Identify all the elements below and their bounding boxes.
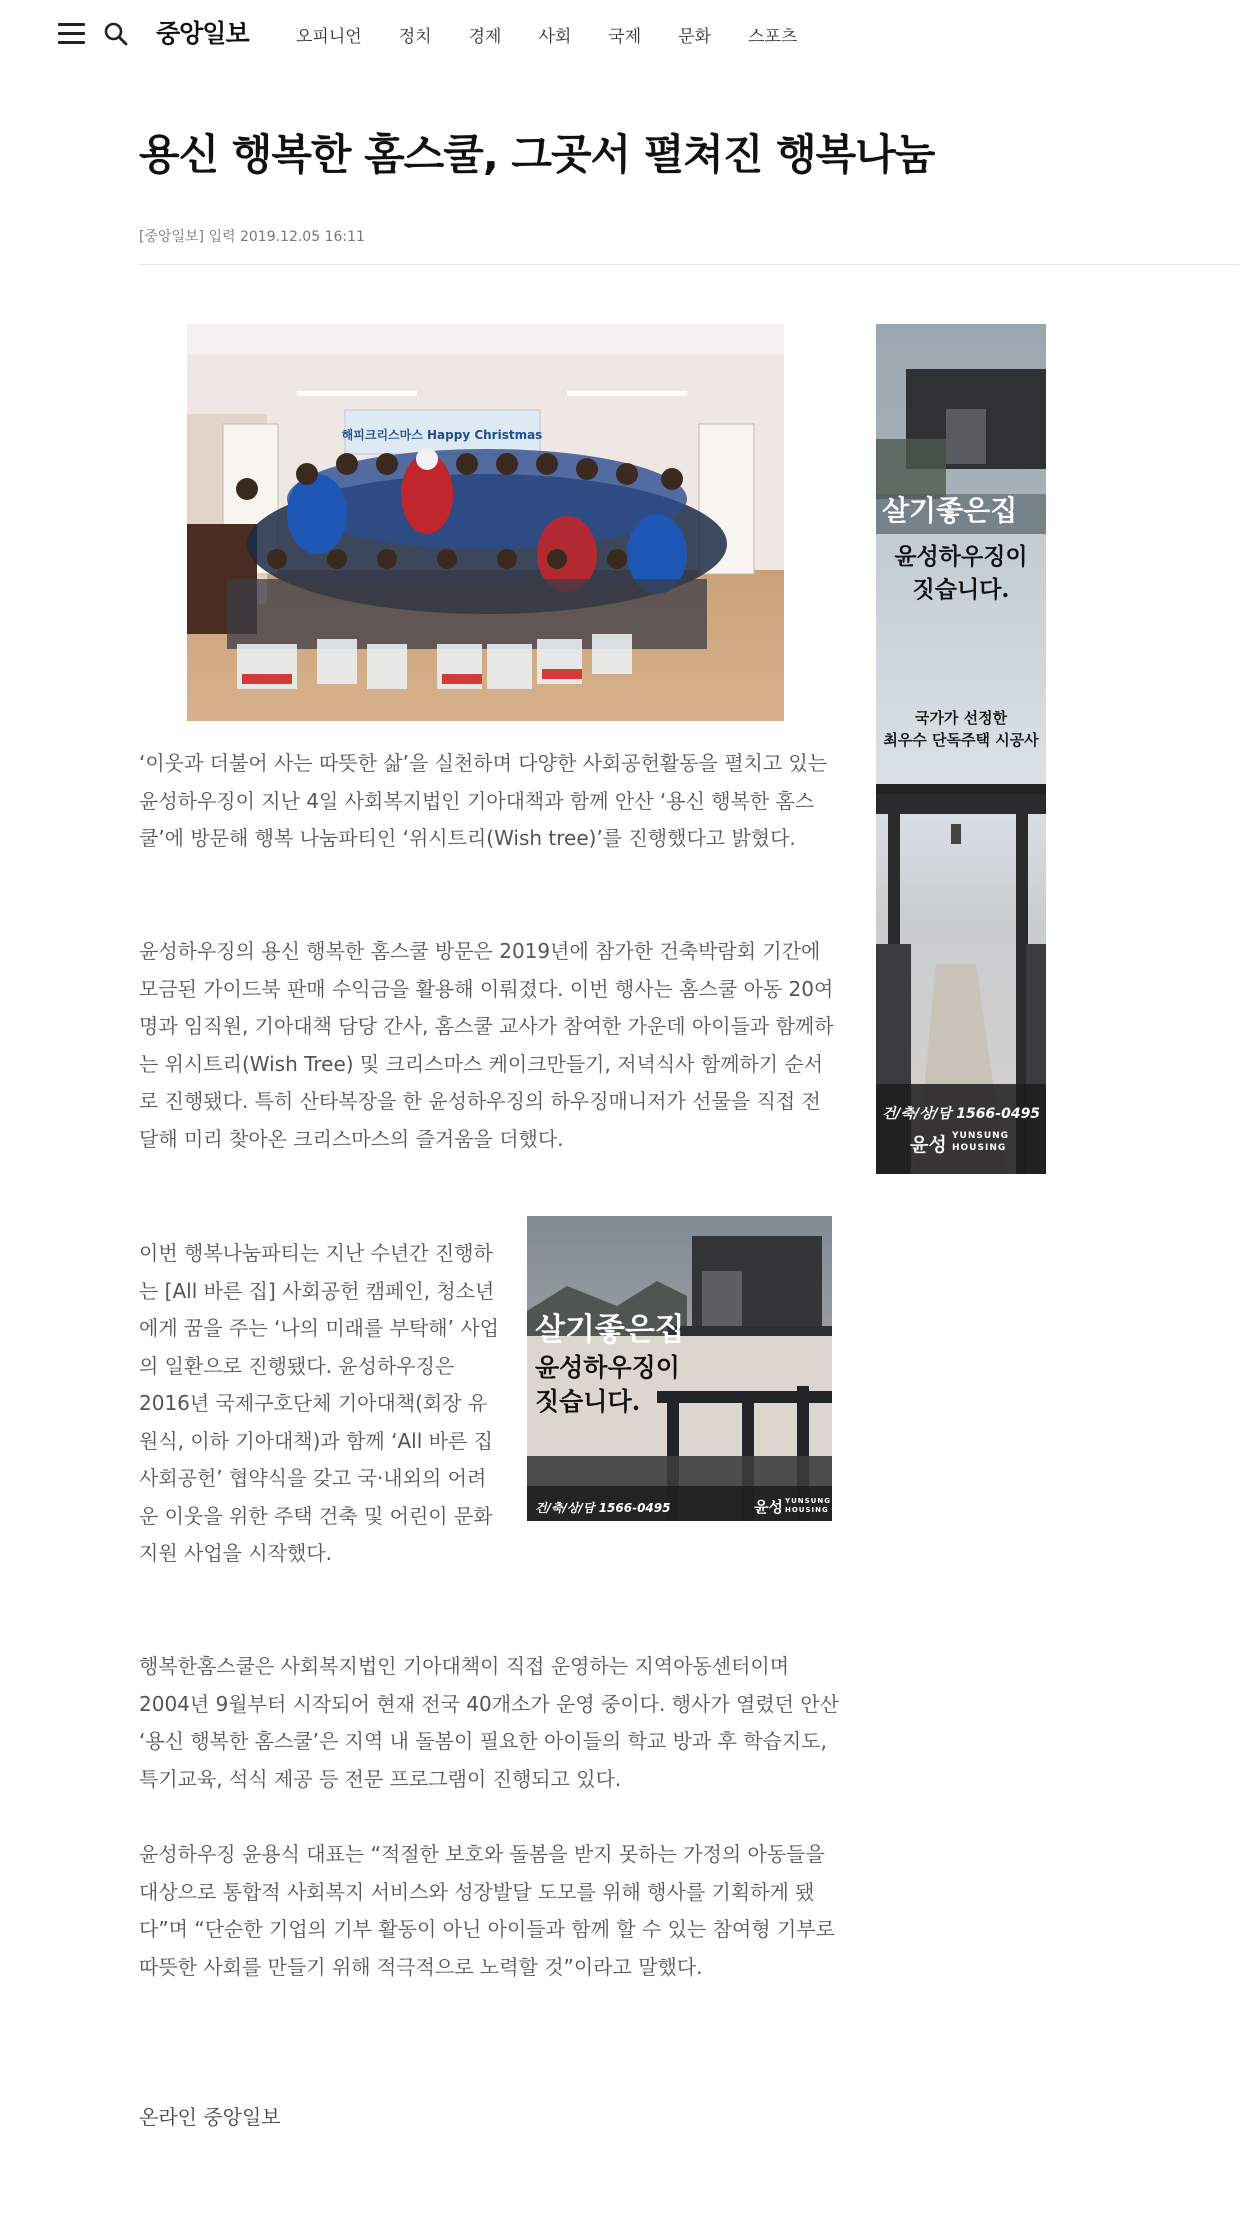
article-photo: [187, 324, 784, 721]
site-logo[interactable]: 중앙일보: [156, 19, 249, 48]
article-paragraph-3: 이번 행복나눔파티는 지난 수년간 진행하는 [All 바른 집] 사회공헌 캠페인, 청소년에게 꿈을 주는 ‘나의 미래를 부탁해’ 사업의 일환으로 진행됐다. 윤성하우징은 2016년 국제구호단체 기아대책(회장 유원식, 이하 기아대책)과 함께 ‘All 바른 집 사회공헌’ 협약식을 갖고 국·내외의 어려운 이웃을 위한 주택 건축 및 어린이 문화 지원 사업을 시작했다.: [139, 1241, 499, 1565]
top-nav: [0, 0, 1251, 66]
section-nav: [296, 22, 834, 47]
hamburger-menu-icon[interactable]: [58, 23, 85, 45]
nav-item-sports[interactable]: 스포츠: [748, 27, 798, 47]
header-divider: [139, 264, 1239, 265]
article-paragraph-1: ‘이웃과 더불어 사는 따뜻한 삶’을 실천하며 다양한 사회공헌활동을 펼치고 있는 윤성하우징이 지난 4일 사회복지법인 기아대책과 함께 안산 ‘용신 행복한 홈스쿨’에 방문해 행복 나눔파티인 ‘위시트리(Wish tree)’를 진행했다고 밝혔다.: [139, 751, 828, 850]
ad-tall-phone: 건/축/상/담 1566-0495: [882, 1106, 1041, 1122]
ad-square-subline-1: 윤성하우징이: [535, 1353, 680, 1382]
ad-square-subline-2: 짓습니다.: [535, 1387, 641, 1416]
search-icon[interactable]: [103, 21, 129, 47]
ad-tall-tagline-2: 최우수 단독주택 시공사: [883, 731, 1039, 749]
article-paragraph-5: 윤성하우징 윤용식 대표는 “적절한 보호와 돌봄을 받지 못하는 가정의 아동들을 대상으로 통합적 사회복지 서비스와 성장발달 도모를 위해 행사를 기획하게 됐다”며 “단순한 기업의 기부 활동이 아닌 아이들과 함께 할 수 있는 참여형 기부로 따뜻한 사회를 만들기 위해 적극적으로 노력할 것”이라고 말했다.: [139, 1842, 835, 1979]
ad-square-brand: 윤성: [754, 1498, 783, 1516]
ad-square-headline: 살기좋은집: [535, 1312, 685, 1348]
nav-item-world[interactable]: 국제: [608, 27, 642, 47]
ad-tall-brand: 윤성: [910, 1134, 947, 1156]
ad-tall-tagline-1: 국가가 선정한: [914, 709, 1008, 727]
article-paragraph-2: 윤성하우징의 용신 행복한 홈스쿨 방문은 2019년에 참가한 건축박람회 기간에 모금된 가이드북 판매 수익금을 활용해 이뤄졌다. 이번 행사는 홈스쿨 아동 20여 명과 임직원, 기아대책 담당 간사, 홈스쿨 교사가 참여한 가운데 아이들과 함께하는 위시트리(Wish Tree) 및 크리스마스 케이크만들기, 저녁식사 함께하기 순서로 진행됐다. 특히 산타복장을 한 윤성하우징의 하우징매니저가 선물을 직접 전달해 미리 찾아온 크리스마스의 즐거움을 더했다.: [139, 939, 834, 1151]
nav-item-opinion[interactable]: 오피니언: [296, 27, 362, 47]
nav-item-politics[interactable]: 정치: [398, 27, 432, 47]
ad-tall-headline: 살기좋은집: [882, 494, 1018, 527]
ad-square-brand-en-2: HOUSING: [785, 1506, 829, 1514]
ad-tall-subline-2: 짓습니다.: [912, 576, 1010, 603]
article-paragraph-4: 행복한홈스쿨은 사회복지법인 기아대책이 직접 운영하는 지역아동센터이며 2004년 9월부터 시작되어 현재 전국 40개소가 운영 중이다. 행사가 열렸던 안산 ‘용신 행복한 홈스쿨’은 지역 내 돌봄이 필요한 아이들의 학교 방과 후 학습지도, 특기교육, 석식 제공 등 전문 프로그램이 진행되고 있다.: [139, 1654, 839, 1791]
nav-item-economy[interactable]: 경제: [468, 27, 502, 47]
ad-tall-subline-1: 윤성하우징이: [894, 543, 1028, 570]
ad-banner-tall[interactable]: [876, 324, 1046, 1174]
article-title: 용신 행복한 홈스쿨, 그곳서 펼쳐진 행복나눔: [139, 130, 935, 179]
article-meta: [중앙일보] 입력 2019.12.05 16:11: [139, 229, 365, 245]
nav-item-culture[interactable]: 문화: [678, 27, 711, 47]
article-byline: 온라인 중앙일보: [139, 2105, 281, 2129]
ad-square-brand-en: YUNSUNG: [785, 1497, 831, 1505]
photo-banner-text: 해피크리스마스 Happy Christmas: [341, 428, 543, 442]
ad-square-phone: 건/축/상/담 1566-0495: [535, 1501, 671, 1515]
nav-item-society[interactable]: 사회: [538, 27, 572, 47]
ad-banner-square[interactable]: [527, 1216, 832, 1521]
photo-people: [227, 448, 727, 649]
ad-tall-brand-en-2: HOUSING: [952, 1143, 1007, 1153]
ad-tall-brand-en: YUNSUNG: [952, 1131, 1010, 1141]
